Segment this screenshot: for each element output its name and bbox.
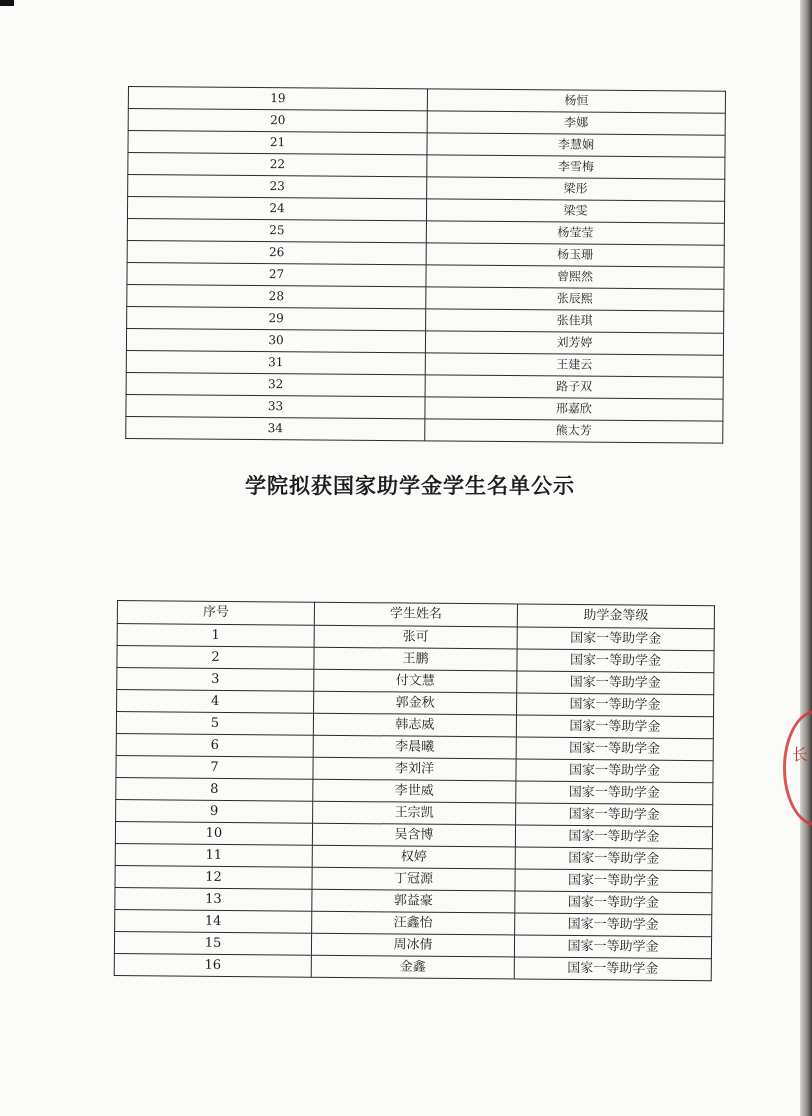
bottom-grant-table [114,600,715,981]
student-name: 李晨曦 [313,735,516,759]
row-number: 25 [127,218,426,242]
row-number: 11 [115,843,312,867]
grant-level: 国家一等助学金 [517,671,714,695]
student-name: 付文慧 [314,669,517,693]
student-name: 张辰熙 [426,287,724,311]
row-number: 27 [127,262,426,286]
student-name: 丁冠源 [312,867,515,891]
row-number: 31 [126,350,425,374]
student-name: 李刘洋 [313,757,516,781]
row-number: 12 [115,865,312,889]
table-row [126,416,723,443]
row-number: 9 [116,799,313,823]
row-number: 23 [128,175,427,199]
student-name: 李世威 [313,779,516,803]
row-number: 10 [115,821,312,845]
student-name: 李慧娴 [427,133,725,157]
student-name: 韩志威 [313,713,516,737]
student-name: 郭益豪 [312,889,515,913]
grant-level: 国家一等助学金 [516,737,713,761]
page-edge-shadow [800,0,812,1116]
row-number: 22 [128,153,427,177]
row-number: 8 [116,777,313,801]
grant-level: 国家一等助学金 [517,693,714,717]
row-number: 2 [117,646,314,670]
row-number: 15 [114,931,311,955]
top-name-table [125,86,726,444]
header-grant-level: 助学金等级 [517,604,714,629]
grant-level: 国家一等助学金 [515,869,712,893]
row-number: 7 [116,755,313,779]
student-name: 曾熙然 [426,265,724,289]
header-student-name: 学生姓名 [314,602,517,627]
student-name: 梁彤 [427,177,725,201]
student-name: 郭金秋 [314,691,517,715]
grant-level: 国家一等助学金 [516,803,713,827]
page-title: 学院拟获国家助学金学生名单公示 [245,473,575,498]
student-name: 路子双 [425,375,723,399]
grant-level: 国家一等助学金 [515,913,712,937]
row-number: 26 [127,240,426,264]
student-name: 杨恒 [427,89,725,113]
seal-glyph: 长 [792,745,809,764]
student-name: 张可 [314,625,517,649]
row-number: 4 [117,690,314,714]
student-name: 权婷 [312,845,515,869]
grant-level: 国家一等助学金 [516,781,713,805]
row-number: 33 [126,394,425,418]
grant-level: 国家一等助学金 [517,649,714,673]
student-name: 李娜 [427,111,725,135]
student-name: 杨玉珊 [426,243,724,267]
row-number: 21 [128,131,427,155]
row-number: 30 [126,328,425,352]
row-number: 14 [115,909,312,933]
row-number: 32 [126,372,425,396]
row-number: 19 [128,87,427,111]
row-number: 29 [127,306,426,330]
grant-level: 国家一等助学金 [514,935,711,959]
student-name: 周冰倩 [311,933,514,957]
row-number: 24 [127,197,426,221]
grant-level: 国家一等助学金 [515,891,712,915]
grant-level: 国家一等助学金 [516,759,713,783]
student-name: 王建云 [425,353,723,377]
student-name: 张佳琪 [426,309,724,333]
grant-level: 国家一等助学金 [516,715,713,739]
row-number: 16 [114,953,311,977]
grant-level: 国家一等助学金 [514,957,711,981]
row-number: 5 [116,712,313,736]
row-number: 1 [117,624,314,648]
row-number: 34 [126,416,425,440]
row-number: 3 [117,668,314,692]
row-number: 13 [115,887,312,911]
row-number: 28 [127,284,426,308]
student-name: 金鑫 [311,955,514,979]
student-name: 杨莹莹 [426,221,724,245]
student-name: 邢嘉欣 [425,397,723,421]
student-name: 梁雯 [426,199,724,223]
student-name: 王鹏 [314,647,517,671]
header-number: 序号 [117,601,314,626]
grant-level: 国家一等助学金 [515,825,712,849]
row-number: 20 [128,109,427,133]
student-name: 吴含博 [312,823,515,847]
table-row [114,953,711,980]
student-name: 汪鑫怡 [312,911,515,935]
grant-level: 国家一等助学金 [517,627,714,651]
student-name: 熊太芳 [425,419,723,443]
grant-level: 国家一等助学金 [515,847,712,871]
row-number: 6 [116,733,313,757]
student-name: 刘芳婷 [425,331,723,355]
corner-mark [0,0,14,6]
student-name: 王宗凯 [313,801,516,825]
student-name: 李雪梅 [427,155,725,179]
